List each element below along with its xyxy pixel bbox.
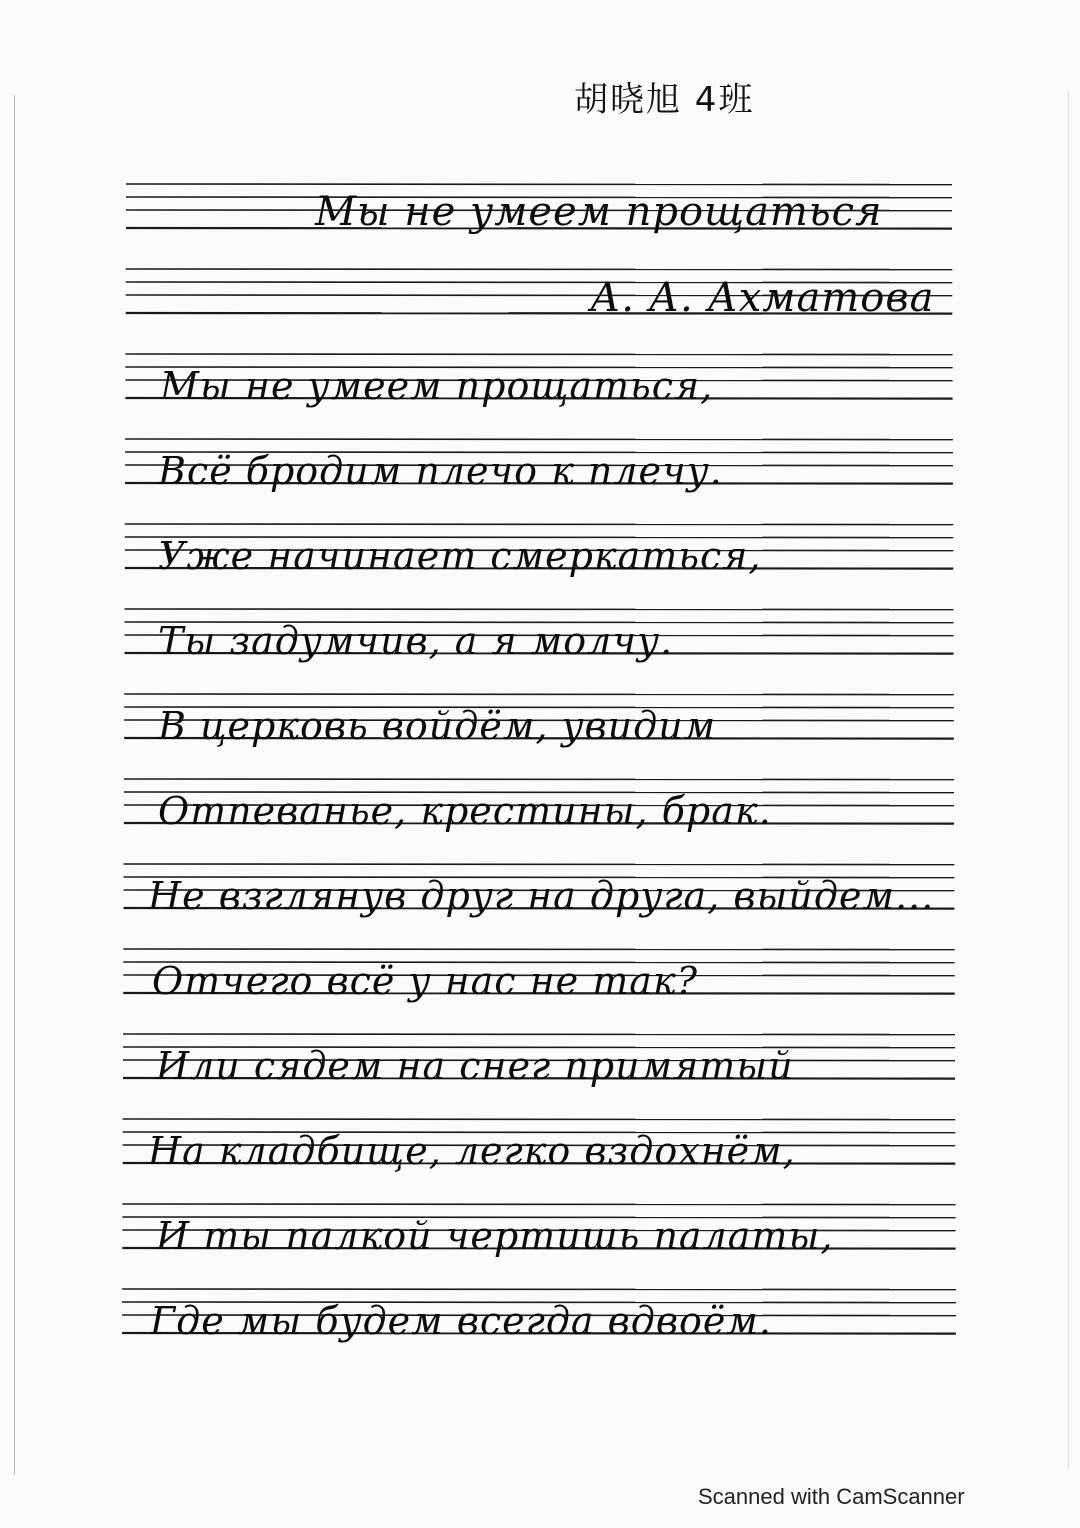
ruled-line	[125, 524, 953, 525]
ruled-line	[122, 1204, 955, 1205]
ruled-line	[126, 269, 953, 270]
scanner-watermark: Scanned with CamScanner	[698, 1484, 965, 1509]
ruled-line	[123, 949, 954, 950]
ruled-line	[124, 779, 954, 780]
ruled-line	[125, 439, 953, 440]
poem-line: Где мы будем всегда вдвоём.	[150, 1299, 772, 1343]
poem-line: Мы не умеем прощаться,	[160, 364, 714, 408]
ruled-line	[123, 1119, 956, 1120]
ruled-line	[124, 864, 955, 865]
poem-title: Мы не умеем прощаться	[315, 189, 883, 235]
poem-author: А. А. Ахматова	[590, 275, 935, 321]
student-name-class: 胡晓旭 4班	[574, 80, 755, 120]
ruled-line	[125, 354, 952, 355]
poem-line: Всё бродим плечо к плечу.	[158, 449, 723, 493]
poem-line: Отпеванье, крестины, брак.	[158, 789, 772, 833]
poem-line: Уже начинает смеркаться,	[158, 534, 762, 578]
ruled-line	[126, 184, 952, 185]
ruled-line	[124, 694, 954, 695]
poem-line: Или сядем на снег примятый	[156, 1044, 794, 1088]
poem-line: Не взглянув друг на друга, выйдем...	[148, 874, 935, 918]
poem-line: Отчего всё у нас не так?	[152, 959, 698, 1003]
poem-line: На кладбище, легко вздохнём,	[148, 1129, 796, 1173]
poem-line: И ты палкой чертишь палаты,	[156, 1214, 834, 1258]
ruled-line	[122, 1289, 956, 1290]
ruled-line	[125, 609, 954, 610]
poem-line: Ты задумчив, а я молчу.	[158, 619, 674, 663]
ruled-line	[123, 1034, 955, 1035]
poem-line: В церковь войдём, увидим	[158, 704, 717, 748]
